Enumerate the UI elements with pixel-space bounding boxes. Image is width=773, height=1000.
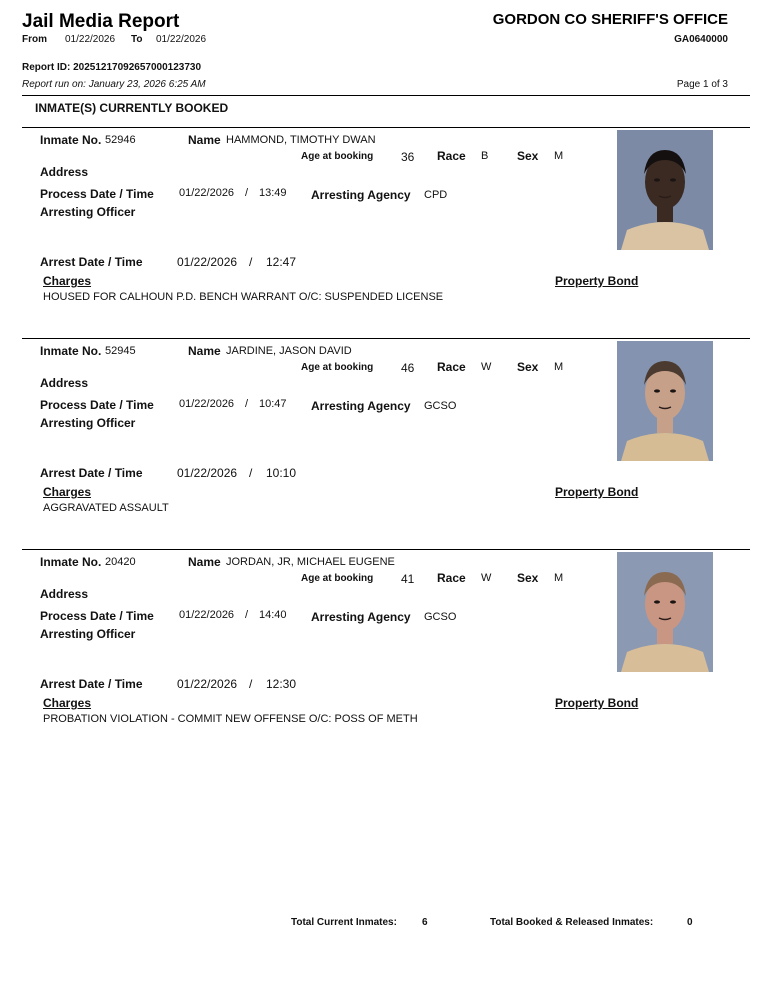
- charges-label: Charges: [43, 485, 92, 499]
- inmate-photo: [617, 552, 713, 672]
- agency-value: GCSO: [424, 611, 457, 623]
- process-date: 01/22/2026: [179, 398, 235, 410]
- arrest-time: 12:30: [266, 677, 297, 691]
- race-value: W: [481, 572, 492, 584]
- property-bond-label: Property Bond: [555, 696, 639, 710]
- sex-label: Sex: [517, 149, 539, 163]
- process-label: Process Date / Time: [40, 609, 154, 623]
- mugshot-image: [617, 552, 713, 672]
- process-label: Process Date / Time: [40, 398, 154, 412]
- officer-label: Arresting Officer: [40, 205, 136, 219]
- process-date: 01/22/2026: [179, 187, 235, 199]
- report-title: Jail Media Report: [22, 11, 180, 32]
- race-value: W: [481, 361, 492, 373]
- inmate-no-value: 52946: [105, 134, 136, 146]
- arrest-time: 12:47: [266, 255, 297, 269]
- sex-label: Sex: [517, 571, 539, 585]
- charge-text: HOUSED FOR CALHOUN P.D. BENCH WARRANT O/C: SUSPENDED LICENSE: [43, 291, 444, 303]
- report-id: Report ID: 20251217092657000123730: [22, 62, 202, 73]
- agency-value: GCSO: [424, 400, 457, 412]
- arrest-date: 01/22/2026: [177, 677, 238, 691]
- process-slash: /: [245, 398, 249, 410]
- agency-value: CPD: [424, 189, 448, 201]
- arrest-label: Arrest Date / Time: [40, 255, 143, 269]
- age-label: Age at booking: [301, 362, 374, 373]
- agency-code: GA0640000: [674, 34, 728, 45]
- race-value: B: [481, 150, 489, 162]
- record-divider: [22, 127, 750, 128]
- sex-value: M: [554, 150, 564, 162]
- total-current-value: 6: [422, 917, 428, 928]
- total-released-value: 0: [687, 917, 693, 928]
- inmate-no-label: Inmate No.: [40, 344, 102, 358]
- address-label: Address: [40, 587, 89, 601]
- arrest-slash: /: [249, 677, 253, 691]
- age-value: 46: [401, 361, 415, 375]
- agency-label: Arresting Agency: [311, 399, 411, 413]
- inmate-no-value: 20420: [105, 556, 136, 568]
- race-label: Race: [437, 571, 466, 585]
- mugshot-image: [617, 341, 713, 461]
- name-label: Name: [188, 344, 221, 358]
- property-bond-label: Property Bond: [555, 274, 639, 288]
- inmate-name: JARDINE, JASON DAVID: [226, 345, 352, 357]
- agency-name: GORDON CO SHERIFF'S OFFICE: [492, 11, 728, 28]
- process-slash: /: [245, 609, 249, 621]
- inmate-photo: [617, 130, 713, 250]
- agency-label: Arresting Agency: [311, 188, 411, 202]
- arrest-label: Arrest Date / Time: [40, 466, 143, 480]
- address-label: Address: [40, 165, 89, 179]
- inmate-name: JORDAN, JR, MICHAEL EUGENE: [226, 556, 395, 568]
- charge-text: PROBATION VIOLATION - COMMIT NEW OFFENSE O/C: POSS OF METH: [43, 713, 418, 725]
- officer-label: Arresting Officer: [40, 416, 136, 430]
- total-released-label: Total Booked & Released Inmates:: [490, 917, 654, 928]
- page-number: Page 1 of 3: [676, 79, 728, 90]
- inmate-photo: [617, 341, 713, 461]
- name-label: Name: [188, 133, 221, 147]
- age-value: 41: [401, 572, 415, 586]
- total-current-label: Total Current Inmates:: [291, 917, 397, 928]
- inmate-no-label: Inmate No.: [40, 555, 102, 569]
- officer-label: Arresting Officer: [40, 627, 136, 641]
- record-divider: [22, 549, 750, 550]
- to-label: To: [131, 34, 143, 45]
- charge-text: AGGRAVATED ASSAULT: [43, 502, 169, 514]
- agency-label: Arresting Agency: [311, 610, 411, 624]
- arrest-label: Arrest Date / Time: [40, 677, 143, 691]
- inmate-no-value: 52945: [105, 345, 136, 357]
- process-time: 14:40: [259, 609, 287, 621]
- sex-value: M: [554, 361, 564, 373]
- arrest-date: 01/22/2026: [177, 255, 238, 269]
- arrest-slash: /: [249, 466, 253, 480]
- sex-label: Sex: [517, 360, 539, 374]
- record-divider: [22, 338, 750, 339]
- charges-label: Charges: [43, 696, 92, 710]
- age-label: Age at booking: [301, 573, 374, 584]
- name-label: Name: [188, 555, 221, 569]
- address-label: Address: [40, 376, 89, 390]
- property-bond-label: Property Bond: [555, 485, 639, 499]
- from-label: From: [22, 34, 47, 45]
- age-value: 36: [401, 150, 415, 164]
- age-label: Age at booking: [301, 151, 374, 162]
- process-time: 10:47: [259, 398, 287, 410]
- header-divider: [22, 95, 750, 96]
- inmate-no-label: Inmate No.: [40, 133, 102, 147]
- to-date: 01/22/2026: [156, 34, 207, 45]
- process-slash: /: [245, 187, 249, 199]
- charges-label: Charges: [43, 274, 92, 288]
- section-title: INMATE(S) CURRENTLY BOOKED: [35, 101, 229, 115]
- arrest-slash: /: [249, 255, 253, 269]
- race-label: Race: [437, 149, 466, 163]
- mugshot-image: [617, 130, 713, 250]
- arrest-time: 10:10: [266, 466, 297, 480]
- race-label: Race: [437, 360, 466, 374]
- from-date: 01/22/2026: [65, 34, 116, 45]
- sex-value: M: [554, 572, 564, 584]
- process-date: 01/22/2026: [179, 609, 235, 621]
- inmate-name: HAMMOND, TIMOTHY DWAN: [226, 134, 376, 146]
- arrest-date: 01/22/2026: [177, 466, 238, 480]
- process-label: Process Date / Time: [40, 187, 154, 201]
- process-time: 13:49: [259, 187, 287, 199]
- report-run-on: Report run on: January 23, 2026 6:25 AM: [22, 79, 206, 90]
